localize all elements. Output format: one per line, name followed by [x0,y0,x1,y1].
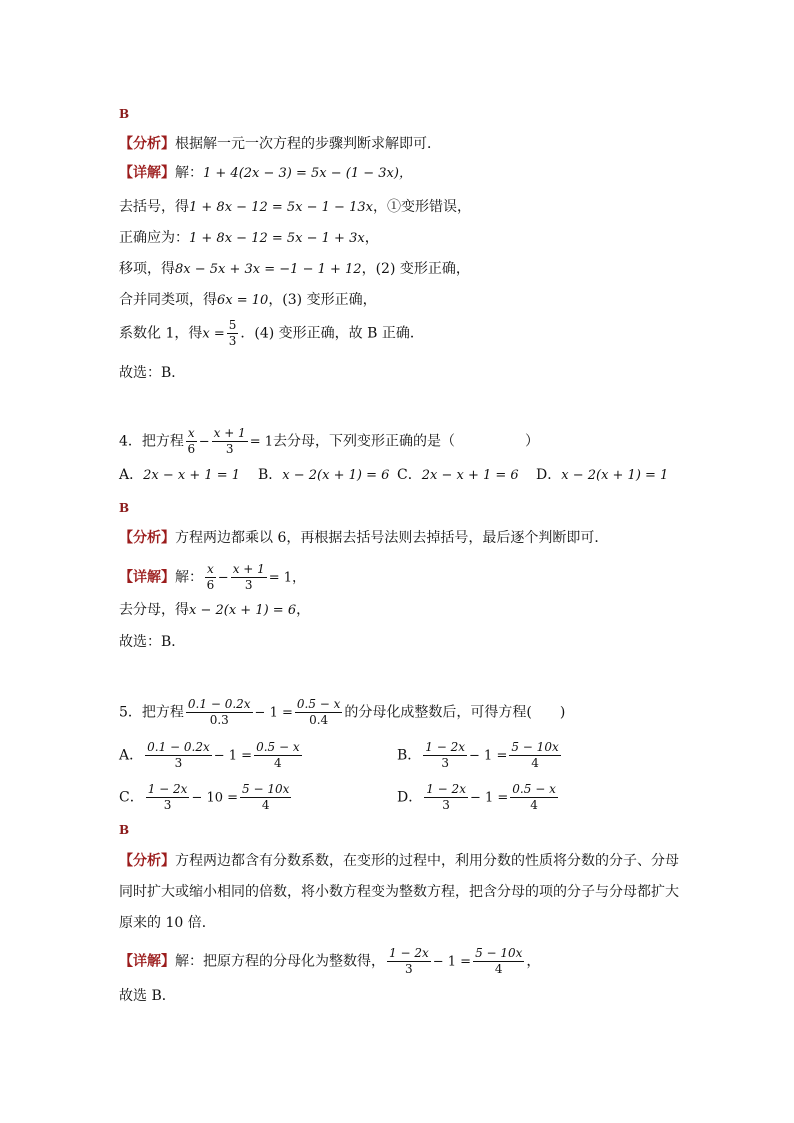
step-tail: ．(4) 变形正确，故 B 正确． [240,325,424,342]
equation: x = [202,326,225,342]
step-lead: 合并同类项，得 [119,292,217,308]
option-b: B．x − 2(x + 1) = 6 [258,467,390,483]
question-4-stem: 4．把方程 $\frac{x}{6}$ − $\frac{x + 1}{3}$ = 1去分母，下列变形正确的是（ ） [119,426,539,456]
analysis-line: 【分析】方程两边都乘以 6，再根据去括号法则去掉括号，最后逐个判断即可． [119,530,609,546]
option-d: D． $\frac{1 - 2x}{3}$ − 1 = $\frac{0.5 - x}{4}$ [397,782,556,812]
equation: 1 + 8x − 12 = 5x − 1 + 3x [189,231,365,246]
fraction: $\frac{x + 1}{3}$ [232,562,265,592]
step-lead: 正确应为： [119,230,189,246]
detail-line: 【详解】解：把原方程的分母化为整数得， $\frac{1 - 2x}{3}$ − 1 = $\frac{5 - 10x}{4}$ ， [119,946,541,976]
step-tail: ，(2) 变形正确， [361,261,470,277]
option-c: C． $\frac{1 - 2x}{3}$ − 10 = $\frac{5 - 10x}{4}$ [119,782,290,812]
equation: 1 + 4(2x − 3) = 5x − (1 − 3x)， [203,166,412,181]
step-lead: 系数化 1，得 [119,325,203,342]
step-line: 去分母，得x − 2(x + 1) = 6， [119,602,311,618]
step-line [119,259,470,280]
analysis-line [119,134,441,154]
conclusion: 故选：B． [119,634,186,650]
fraction: $\frac{x}{6}$ [206,562,215,592]
step-tail: ， [364,230,379,246]
fraction: $\frac{5}{3}$ [228,318,237,348]
answer-letter: B [119,107,130,121]
question-lead: 4．把方程 [119,433,184,450]
conclusion: 故选 B． [119,988,176,1004]
fraction: $\frac{x}{6}$ [187,426,196,456]
equation: 1 + 8x − 12 = 5x − 1 − 13x [189,200,373,215]
step-tail: ，①变形错误， [372,199,471,215]
step-lead: 去括号，得 [119,199,189,215]
equation: 6x = 10 [217,293,269,308]
step-line [119,228,379,249]
answer-letter: B [119,823,130,837]
conclusion: 故选：B． [119,365,186,381]
option-b: B． $\frac{1 - 2x}{3}$ − 1 = $\frac{5 - 10x}{4}$ [397,740,559,770]
option-a: A．2x − x + 1 = 1 [119,467,241,483]
step-line [119,318,424,349]
analysis-paragraph: 【分析】方程两边都含有分数系数，在变形的过程中，利用分数的性质将分数的分子、分母同时扩大或缩小相同的倍数，将小数方程变为整数方程，把含分母的项的分子与分母都扩大原来的 10 倍． [119,853,679,931]
step-line [119,290,377,311]
question-5-stem: 5．把方程 $\frac{0.1 - 0.2x}{0.3}$ − 1 = $\frac{0.5 - x}{0.4}$ 的分母化成整数后，可得方程( ) [119,697,566,727]
equation: 8x − 5x + 3x = −1 − 1 + 12 [175,262,362,277]
analysis-text: 根据解一元一次方程的步骤判断求解即可． [175,136,441,152]
detail-line: 【详解】解： $\frac{x}{6}$ − $\frac{x + 1}{3}$ = 1， [119,562,306,592]
step-lead: 移项，得 [119,261,175,277]
option-a: A． $\frac{0.1 - 0.2x}{3}$ − 1 = $\frac{0.5 - x}{4}$ [119,740,300,770]
detail-line [119,163,412,184]
fraction: $\frac{0.1 - 0.2x}{0.3}$ [187,697,251,727]
fraction: $\frac{x + 1}{3}$ [213,426,246,456]
detail-lead: 解： [175,165,203,181]
step-tail: ，(3) 变形正确， [268,292,377,308]
answer-letter: B [119,501,130,515]
step-line [119,197,471,218]
fraction: $\frac{0.5 - x}{0.4}$ [296,697,341,727]
option-d: D．x − 2(x + 1) = 1 [536,467,669,483]
question-text: 去分母，下列变形正确的是（ ） [273,433,539,450]
option-c: C．2x − x + 1 = 6 [397,467,519,483]
detail-tag: 【详解】 [119,165,175,181]
analysis-tag: 【分析】 [119,136,175,152]
